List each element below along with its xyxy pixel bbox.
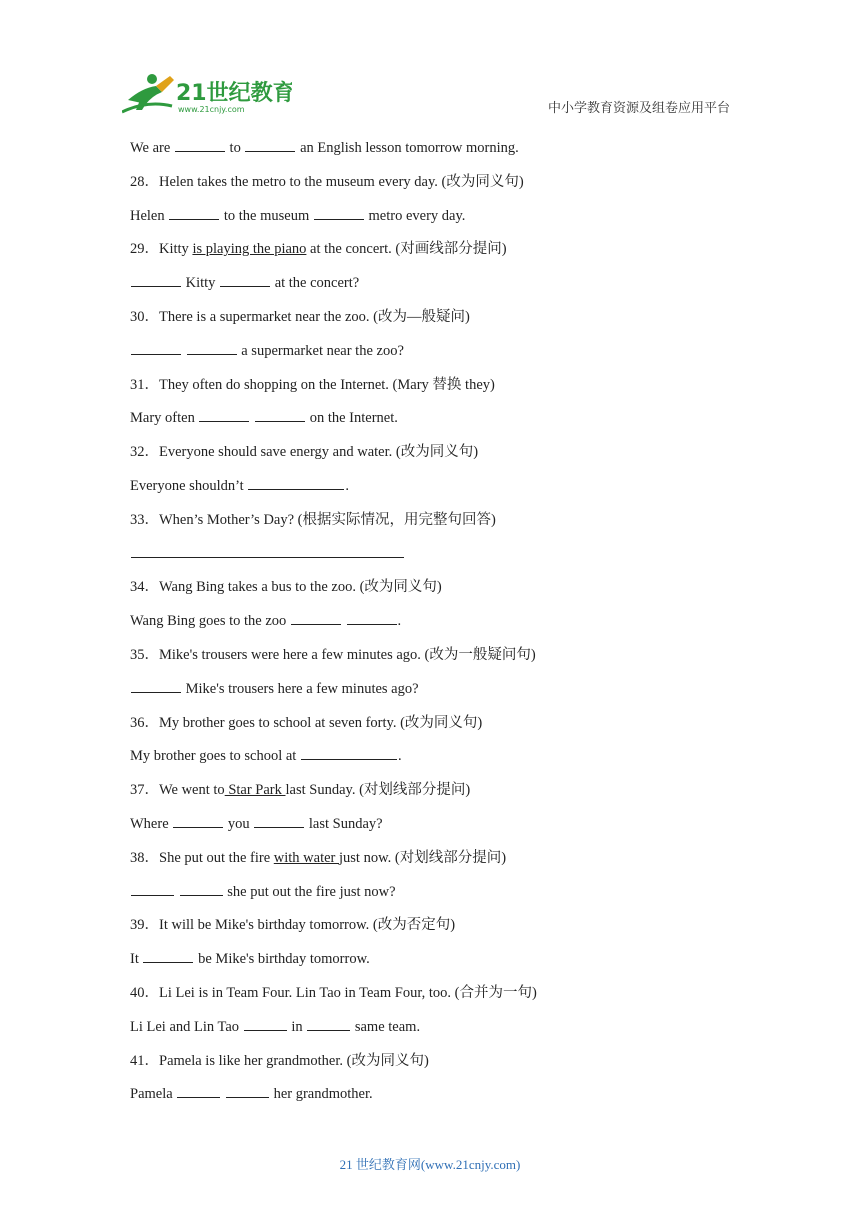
answer-line-27: We are to an English lesson tomorrow morning. <box>130 137 750 171</box>
answer-blank[interactable] <box>169 205 219 220</box>
answer-blank[interactable] <box>220 272 270 287</box>
logo-url: www.21cnjy.com <box>178 105 245 114</box>
answer-blank[interactable] <box>180 881 223 896</box>
answer-blank[interactable] <box>131 340 181 355</box>
question-36: 36．My brother goes to school at seven forty. (改为同义句) <box>130 714 483 731</box>
answer-blank[interactable] <box>131 881 174 896</box>
answer-blank[interactable] <box>143 948 193 963</box>
answer-blank[interactable] <box>131 678 181 693</box>
answer-blank[interactable] <box>187 340 237 355</box>
page-header <box>0 0 860 125</box>
answer-blank[interactable] <box>177 1083 220 1098</box>
answer-line-29: Kitty at the concert? <box>130 272 750 306</box>
question-34: 34．Wang Bing takes a bus to the zoo. (改为同义句) <box>130 579 442 596</box>
runner-logo-icon <box>122 70 292 115</box>
answer-line-37: Where you last Sunday? <box>130 813 750 847</box>
question-35: 35．Mike's trousers were here a few minutes ago. (改为一般疑问句) <box>130 646 536 663</box>
question-29: 29．Kitty is playing the piano at the concert. (对画线部分提问) <box>130 241 507 258</box>
answer-blank[interactable] <box>307 1016 350 1031</box>
underlined-part: Star Park <box>224 782 286 799</box>
answer-blank[interactable] <box>244 1016 287 1031</box>
header-platform-name: 中小学教育资源及组卷应用平台 <box>547 100 730 115</box>
site-logo <box>122 70 292 115</box>
answer-blank[interactable] <box>131 272 181 287</box>
question-28: 28．Helen takes the metro to the museum every day. (改为同义句) <box>130 173 524 190</box>
question-41: 41．Pamela is like her grandmother. (改为同义句) <box>130 1052 429 1069</box>
answer-blank[interactable] <box>199 407 249 422</box>
answer-line-40: Li Lei and Lin Tao in same team. <box>130 1016 750 1050</box>
answer-blank[interactable] <box>173 813 223 828</box>
answer-blank[interactable] <box>245 137 295 152</box>
question-32: 32．Everyone should save energy and water. (改为同义句) <box>130 444 479 461</box>
answer-blank[interactable] <box>314 205 364 220</box>
answer-blank[interactable] <box>175 137 225 152</box>
answer-line-41: Pamela her grandmother. <box>130 1083 750 1117</box>
question-30: 30．There is a supermarket near the zoo. (改为—般疑问) <box>130 308 470 325</box>
answer-blank[interactable] <box>347 610 397 625</box>
question-38: 38．She put out the fire with water just now. (对划线部分提问) <box>130 849 507 866</box>
answer-line-33 <box>130 543 750 577</box>
answer-line-35: Mike's trousers here a few minutes ago? <box>130 678 750 712</box>
answer-blank[interactable] <box>301 745 397 760</box>
underlined-part: with water <box>273 849 340 866</box>
exercise-content <box>130 137 750 1117</box>
question-39: 39．It will be Mike's birthday tomorrow. (改为否定句) <box>130 917 456 934</box>
underlined-part: is playing the piano <box>192 241 307 258</box>
answer-blank[interactable] <box>291 610 341 625</box>
question-40: 40．Li Lei is in Team Four. Lin Tao in Team Four, too. (合并为一句) <box>130 984 537 1001</box>
answer-line-31: Mary often on the Internet. <box>130 407 750 441</box>
answer-line-36: My brother goes to school at . <box>130 745 750 779</box>
answer-blank[interactable] <box>248 475 344 490</box>
logo-text: 21世纪教育 <box>176 81 292 106</box>
answer-blank[interactable] <box>226 1083 269 1098</box>
answer-blank[interactable] <box>255 407 305 422</box>
answer-line-39: It be Mike's birthday tomorrow. <box>130 948 750 982</box>
answer-blank[interactable] <box>131 543 404 558</box>
answer-line-34: Wang Bing goes to the zoo . <box>130 610 750 644</box>
question-31: 31．They often do shopping on the Internet. (Mary 替换 they) <box>130 376 495 393</box>
question-37: 37．We went to Star Park last Sunday. (对划线部分提问) <box>130 782 471 799</box>
page-footer[interactable]: 21 世纪教育网(www.21cnjy.com) <box>339 1157 521 1172</box>
answer-line-38: she put out the fire just now? <box>130 881 750 915</box>
answer-line-28: Helen to the museum metro every day. <box>130 205 750 239</box>
answer-line-30: a supermarket near the zoo? <box>130 340 750 374</box>
answer-line-32: Everyone shouldn’t . <box>130 475 750 509</box>
answer-blank[interactable] <box>254 813 304 828</box>
question-33: 33．When’s Mother’s Day? (根据实际情况，用完整句回答) <box>130 511 496 528</box>
